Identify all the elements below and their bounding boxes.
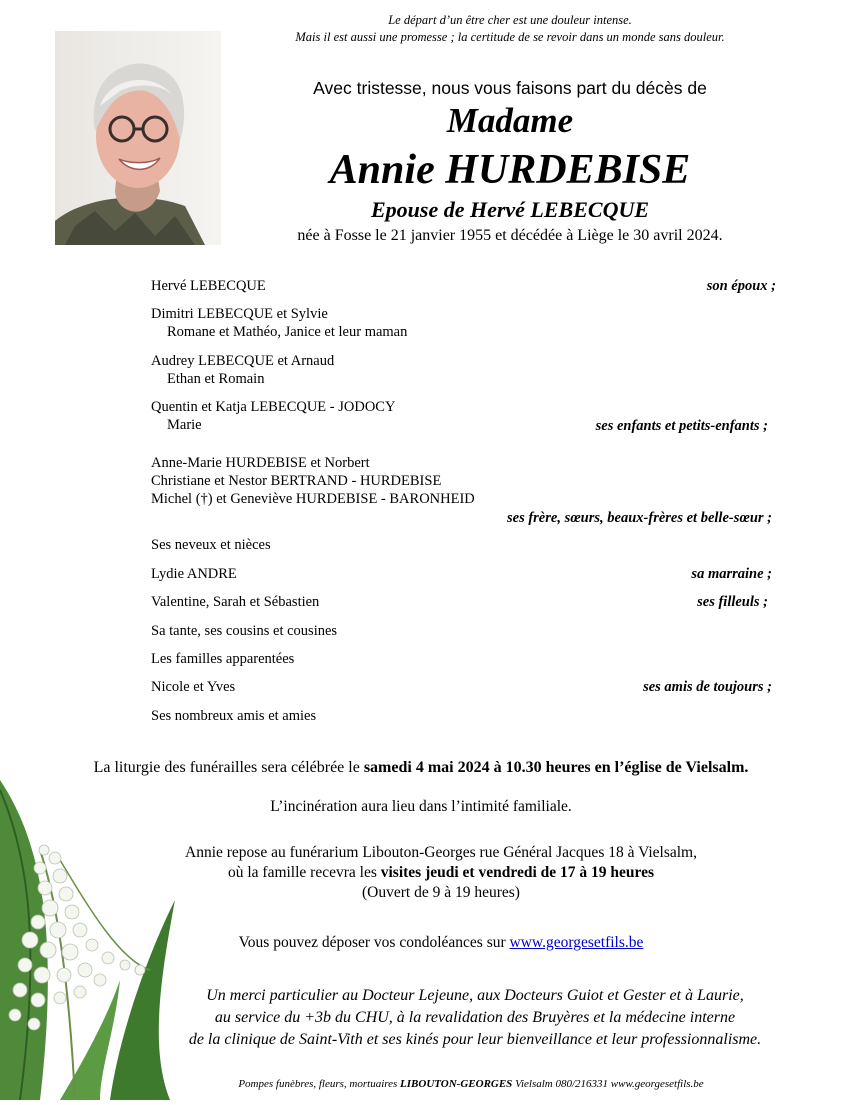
family-line: Ethan et Romain <box>167 371 265 387</box>
footer-company: LIBOUTON-GEORGES <box>400 1078 513 1090</box>
family-role: ses enfants et petits-enfants ; <box>595 418 768 434</box>
family-group-11 <box>151 678 776 696</box>
visits-hours: visites jeudi et vendredi de 17 à 19 heures <box>380 864 655 881</box>
family-line: Les familles apparentées <box>151 651 295 667</box>
condolences-line <box>60 933 822 953</box>
thanks-block <box>130 985 820 1051</box>
family-role: ses filleuls ; <box>697 594 768 610</box>
family-line: Nicole et Yves <box>151 679 236 695</box>
family-group-7 <box>151 565 776 583</box>
family-group-8 <box>151 593 776 611</box>
visits-text: où la famille recevra les <box>227 864 381 881</box>
family-group-12 <box>151 707 776 725</box>
funerarium-line-3: (Ouvert de 9 à 19 heures) <box>362 884 520 901</box>
portrait-photo <box>55 31 221 245</box>
funerarium-block <box>60 843 822 903</box>
condolences-link[interactable]: www.georgesetfils.be <box>509 934 644 951</box>
family-line: Quentin et Katja LEBECQUE - JODOCY <box>151 399 396 415</box>
liturgy-datetime: samedi 4 mai 2024 à 10.30 heures en l’église de Vielsalm. <box>363 759 749 776</box>
birth-death-line: née à Fosse le 21 janvier 1955 et décédée à Liège le 30 avril 2024. <box>297 227 723 244</box>
family-line: Michel (†) et Geneviève HURDEBISE - BARONHEID <box>151 491 475 507</box>
family-role: ses amis de toujours ; <box>643 679 772 695</box>
family-group-6 <box>151 536 776 554</box>
family-group-3 <box>151 352 776 388</box>
footer-credit <box>100 1078 842 1090</box>
funerarium-line-2 <box>60 863 822 883</box>
family-line: Audrey LEBECQUE et Arnaud <box>151 353 335 369</box>
family-line: Ses nombreux amis et amies <box>151 708 317 724</box>
family-line: Hervé LEBECQUE <box>151 278 266 294</box>
family-role: sa marraine ; <box>691 566 772 582</box>
family-line: Dimitri LEBECQUE et Sylvie <box>151 306 328 322</box>
family-role: son époux ; <box>706 278 776 294</box>
family-group-1 <box>151 277 776 295</box>
thanks-line-2: au service du +3b du CHU, à la revalidation des Bruyères et la médecine interne <box>214 1009 736 1026</box>
thanks-line-3: de la clinique de Saint-Vith et ses kinés pour leur bienveillance et leur professionnalisme. <box>188 1031 762 1048</box>
family-line: Christiane et Nestor BERTRAND - HURDEBISE <box>151 473 442 489</box>
family-group-2 <box>151 305 776 341</box>
thanks-line-1: Un merci particulier au Docteur Lejeune, aux Docteurs Guiot et Gester et à Laurie, <box>206 987 744 1004</box>
title-madame: Madame <box>446 101 574 140</box>
quote-line-1: Le départ d’un être cher est une douleur intense. <box>388 13 632 27</box>
spouse-line: Epouse de Hervé LEBECQUE <box>370 197 650 222</box>
footer-text: Pompes funèbres, fleurs, mortuaires <box>238 1078 401 1090</box>
family-role: ses frère, sœurs, beaux-frères et belle-sœur ; <box>506 510 772 526</box>
family-line: Romane et Mathéo, Janice et leur maman <box>167 324 408 340</box>
family-line: Ses neveux et nièces <box>151 537 271 553</box>
family-group-10 <box>151 650 776 668</box>
family-group-4 <box>151 398 776 434</box>
family-group-5 <box>151 454 776 526</box>
announcement-intro: Avec tristesse, nous vous faisons part du décès de <box>313 78 707 98</box>
deceased-name: Annie HURDEBISE <box>329 147 691 193</box>
cremation-line: L’incinération aura lieu dans l’intimité familiale. <box>270 798 572 815</box>
family-line: Valentine, Sarah et Sébastien <box>151 594 320 610</box>
family-group-9 <box>151 622 776 640</box>
liturgy-line <box>40 758 802 778</box>
family-line: Anne-Marie HURDEBISE et Norbert <box>151 455 370 471</box>
family-line: Marie <box>167 417 202 433</box>
funerarium-line-1: Annie repose au funérarium Libouton-Georges rue Général Jacques 18 à Vielsalm, <box>185 844 697 861</box>
quote-line-2: Mais il est aussi une promesse ; la certitude de se revoir dans un monde sans douleur. <box>295 30 725 44</box>
footer-contact: Vielsalm 080/216331 www.georgesetfils.be <box>512 1078 704 1090</box>
liturgy-text: La liturgie des funérailles sera célébrée le <box>93 759 364 776</box>
family-line: Sa tante, ses cousins et cousines <box>151 623 338 639</box>
condolences-text: Vous pouvez déposer vos condoléances sur <box>238 934 510 951</box>
family-line: Lydie ANDRE <box>151 566 237 582</box>
